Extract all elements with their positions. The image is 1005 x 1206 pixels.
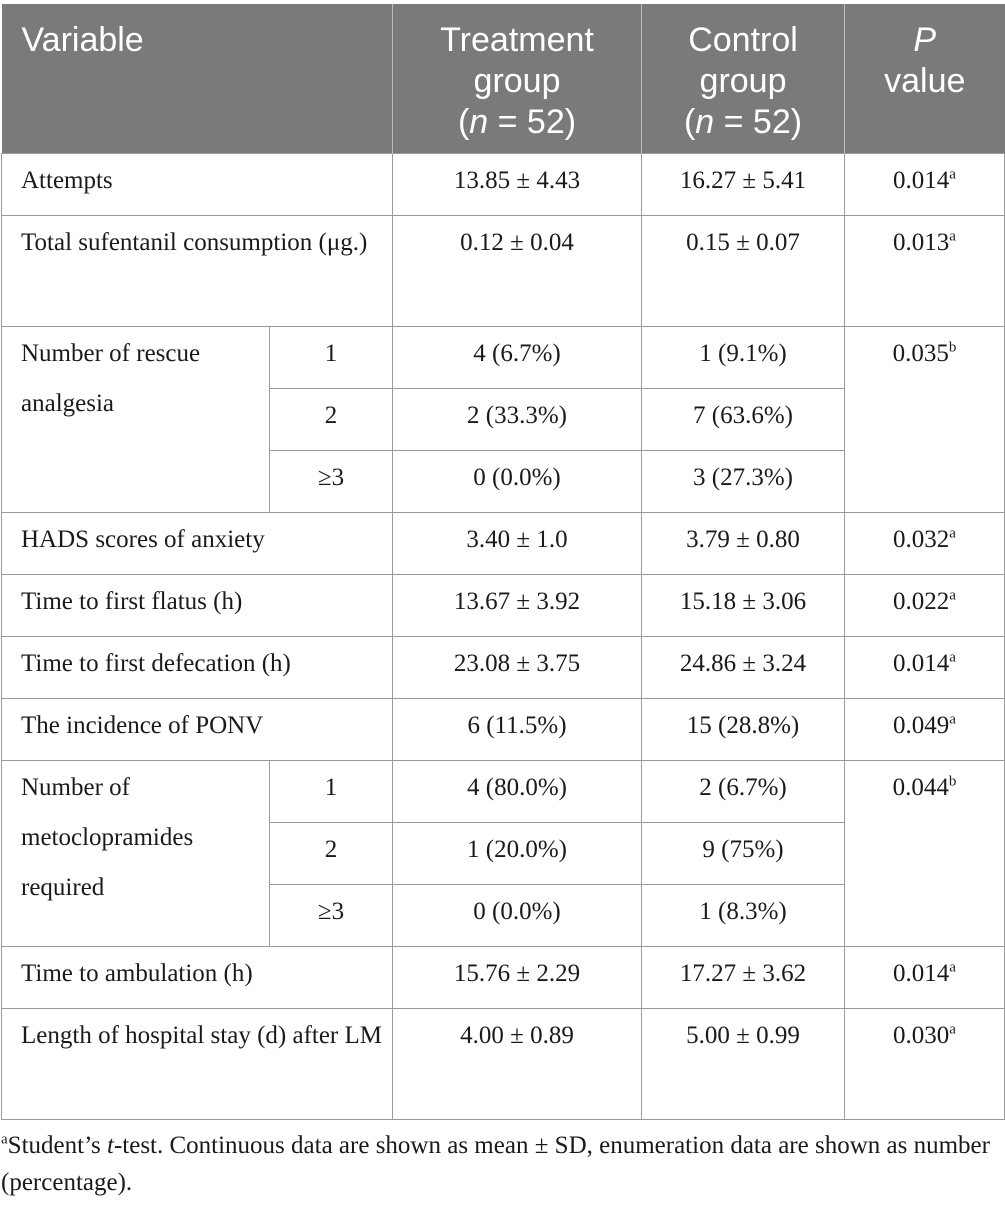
table-row bbox=[2, 513, 1005, 575]
footnote-prefix: Student’s bbox=[7, 1132, 107, 1159]
p-value-cell bbox=[845, 513, 1005, 575]
table-row bbox=[2, 761, 1005, 823]
table-row bbox=[2, 947, 1005, 1009]
row-label: Time to first flatus (h) bbox=[2, 575, 393, 637]
control-cell: 24.86 ± 3.24 bbox=[642, 637, 845, 699]
level-cell: 1 bbox=[270, 761, 393, 823]
table-row bbox=[2, 216, 1005, 327]
p-value-cell bbox=[845, 947, 1005, 1009]
p-value: 0.030 bbox=[893, 1022, 950, 1049]
p-value-cell bbox=[845, 699, 1005, 761]
header-treatment-n-value: = 52) bbox=[488, 103, 577, 141]
control-cell: 2 (6.7%) bbox=[642, 761, 845, 823]
p-value: 0.014 bbox=[893, 960, 950, 987]
treatment-cell: 13.85 ± 4.43 bbox=[393, 154, 642, 216]
control-cell: 7 (63.6%) bbox=[642, 389, 845, 451]
p-footnote-marker: a bbox=[949, 228, 956, 245]
p-value: 0.014 bbox=[893, 167, 950, 194]
header-treatment-group bbox=[393, 4, 642, 154]
p-footnote-marker: a bbox=[949, 525, 956, 542]
p-footnote-marker: b bbox=[948, 339, 957, 356]
table-row bbox=[2, 154, 1005, 216]
p-footnote-marker: a bbox=[949, 711, 956, 728]
header-p-line2: value bbox=[884, 62, 966, 100]
p-value-cell bbox=[845, 154, 1005, 216]
p-value: 0.014 bbox=[893, 650, 950, 677]
p-value-cell bbox=[845, 637, 1005, 699]
treatment-cell: 3.40 ± 1.0 bbox=[393, 513, 642, 575]
control-cell: 1 (8.3%) bbox=[642, 885, 845, 947]
results-table bbox=[1, 4, 1005, 1120]
row-label: Attempts bbox=[2, 154, 393, 216]
p-value-cell bbox=[845, 327, 1005, 513]
p-footnote-marker: a bbox=[949, 649, 956, 666]
header-p-value bbox=[845, 4, 1005, 154]
header-control-line2: group bbox=[699, 62, 787, 100]
header-treatment-n-label: n bbox=[469, 103, 489, 141]
control-cell: 17.27 ± 3.62 bbox=[642, 947, 845, 1009]
table-row bbox=[2, 575, 1005, 637]
row-label: Length of hospital stay (d) after LM bbox=[2, 1009, 393, 1120]
p-value: 0.022 bbox=[893, 588, 950, 615]
p-value-cell bbox=[845, 575, 1005, 637]
header-variable: Variable bbox=[2, 4, 393, 154]
p-value-cell bbox=[845, 1009, 1005, 1120]
treatment-cell: 13.67 ± 3.92 bbox=[393, 575, 642, 637]
treatment-cell: 0.12 ± 0.04 bbox=[393, 216, 642, 327]
p-footnote-marker: b bbox=[948, 773, 957, 790]
treatment-cell: 0 (0.0%) bbox=[393, 885, 642, 947]
treatment-cell: 2 (33.3%) bbox=[393, 389, 642, 451]
treatment-cell: 4 (6.7%) bbox=[393, 327, 642, 389]
paren-open: ( bbox=[457, 103, 470, 141]
control-cell: 3 (27.3%) bbox=[642, 451, 845, 513]
paren-open: ( bbox=[683, 103, 696, 141]
footnote-text: -test. Continuous data are shown as mean ± SD, enumeration data are shown as number (percentage). bbox=[1, 1132, 990, 1196]
header-control-line1: Control bbox=[688, 21, 798, 59]
header-treatment-line1: Treatment bbox=[440, 21, 594, 59]
control-cell: 16.27 ± 5.41 bbox=[642, 154, 845, 216]
treatment-cell: 0 (0.0%) bbox=[393, 451, 642, 513]
p-value-cell bbox=[845, 216, 1005, 327]
table-footnote bbox=[1, 1127, 1001, 1201]
treatment-cell: 6 (11.5%) bbox=[393, 699, 642, 761]
treatment-cell: 15.76 ± 2.29 bbox=[393, 947, 642, 1009]
row-label: Number of rescue analgesia bbox=[2, 327, 270, 513]
p-footnote-marker: a bbox=[949, 959, 956, 976]
p-footnote-marker: a bbox=[949, 1021, 956, 1038]
table-row bbox=[2, 327, 1005, 389]
p-value: 0.035 bbox=[892, 340, 949, 367]
level-cell: ≥3 bbox=[270, 451, 393, 513]
level-cell: 2 bbox=[270, 823, 393, 885]
p-value: 0.032 bbox=[893, 526, 950, 553]
control-cell: 15.18 ± 3.06 bbox=[642, 575, 845, 637]
row-label: Time to first defecation (h) bbox=[2, 637, 393, 699]
level-cell: ≥3 bbox=[270, 885, 393, 947]
row-label: Time to ambulation (h) bbox=[2, 947, 393, 1009]
p-value: 0.049 bbox=[893, 712, 950, 739]
control-cell: 0.15 ± 0.07 bbox=[642, 216, 845, 327]
footnote-t-italic: t bbox=[107, 1132, 114, 1159]
control-cell: 15 (28.8%) bbox=[642, 699, 845, 761]
table-row bbox=[2, 637, 1005, 699]
table-row bbox=[2, 699, 1005, 761]
p-value-cell bbox=[845, 761, 1005, 947]
row-label: HADS scores of anxiety bbox=[2, 513, 393, 575]
p-value: 0.044 bbox=[892, 774, 949, 801]
level-cell: 2 bbox=[270, 389, 393, 451]
treatment-cell: 4 (80.0%) bbox=[393, 761, 642, 823]
header-control-n-label: n bbox=[695, 103, 715, 141]
control-cell: 1 (9.1%) bbox=[642, 327, 845, 389]
row-label: Number of metoclopramides required bbox=[2, 761, 270, 947]
header-control-n-value: = 52) bbox=[714, 103, 803, 141]
level-cell: 1 bbox=[270, 327, 393, 389]
p-footnote-marker: a bbox=[949, 587, 956, 604]
p-footnote-marker: a bbox=[949, 166, 956, 183]
header-row bbox=[2, 4, 1005, 154]
control-cell: 9 (75%) bbox=[642, 823, 845, 885]
row-label: Total sufentanil consumption (μg.) bbox=[2, 216, 393, 327]
treatment-cell: 1 (20.0%) bbox=[393, 823, 642, 885]
header-p-line1: P bbox=[913, 21, 937, 59]
row-label: The incidence of PONV bbox=[2, 699, 393, 761]
treatment-cell: 4.00 ± 0.89 bbox=[393, 1009, 642, 1120]
treatment-cell: 23.08 ± 3.75 bbox=[393, 637, 642, 699]
control-cell: 5.00 ± 0.99 bbox=[642, 1009, 845, 1120]
header-control-group bbox=[642, 4, 845, 154]
table-row bbox=[2, 1009, 1005, 1120]
footnote-marker: a bbox=[1, 1131, 8, 1148]
control-cell: 3.79 ± 0.80 bbox=[642, 513, 845, 575]
header-treatment-line2: group bbox=[473, 62, 561, 100]
p-value: 0.013 bbox=[893, 229, 950, 256]
